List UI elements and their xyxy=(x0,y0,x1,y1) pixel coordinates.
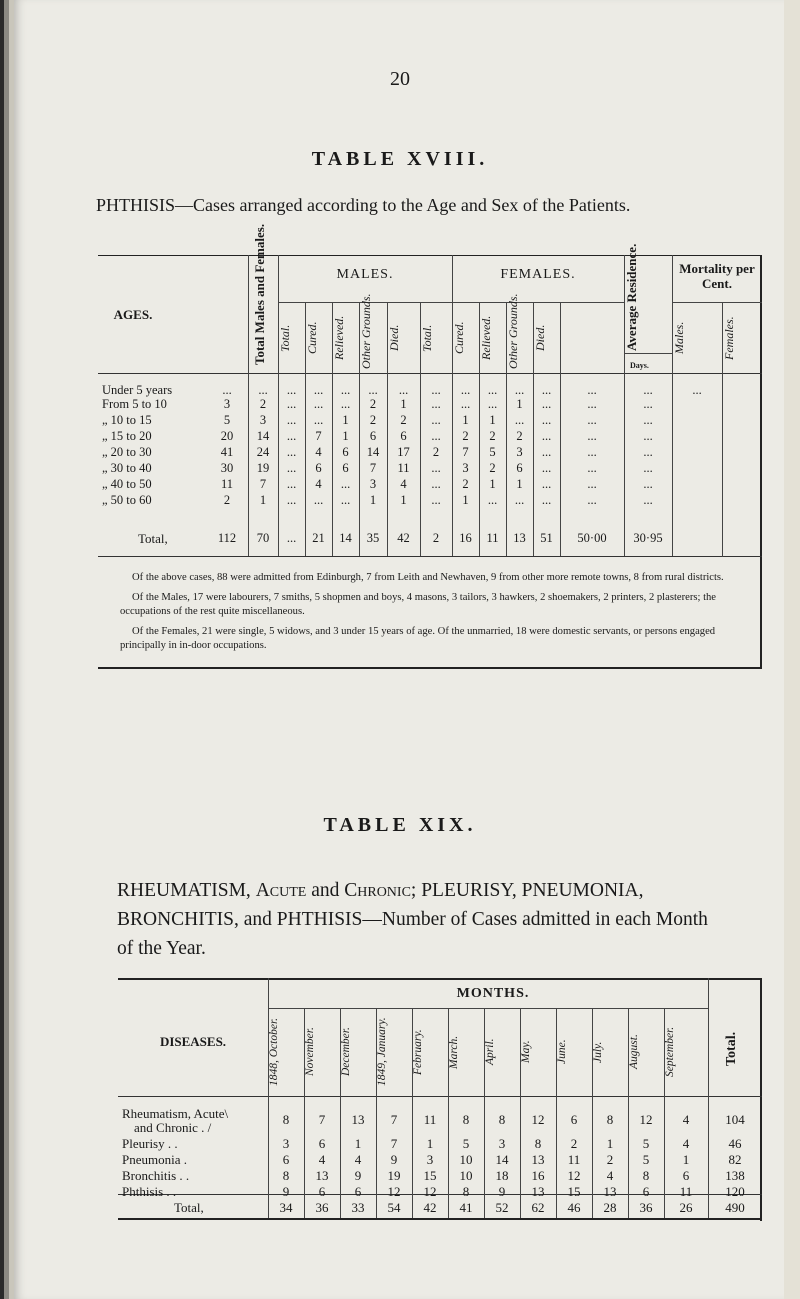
table-cell: ... xyxy=(431,383,441,397)
males-subheader: Total. xyxy=(278,324,292,352)
table-cell: ... xyxy=(258,383,268,397)
table-cell: ... xyxy=(398,383,409,397)
note-origin: Of the above cases, 88 were admitted from Edinburgh, 7 from Leith and Newhaven, 9 from other more remote towns, 8 from rural districts. xyxy=(132,572,724,583)
table-cell: 9 xyxy=(498,1184,506,1199)
table-cell: ... xyxy=(286,413,297,427)
column-rule xyxy=(672,255,673,556)
table-cell: 1 xyxy=(342,429,349,443)
table-cell: 8 xyxy=(498,1112,506,1127)
table-cell: ... xyxy=(587,429,597,443)
table-cell: ... xyxy=(313,413,324,427)
table-cell: 104 xyxy=(725,1112,745,1127)
month-header: July. xyxy=(592,1041,604,1063)
table-cell: 14 xyxy=(256,429,270,443)
table-cell: 6 xyxy=(400,429,407,443)
table-cell: 20 xyxy=(220,429,234,443)
table-cell: ... xyxy=(587,477,597,491)
table-cell: ... xyxy=(514,493,525,507)
females-subheader: Died. xyxy=(533,324,547,352)
total-cell: 30·95 xyxy=(633,531,663,545)
total-cell: 62 xyxy=(531,1200,545,1215)
total-cell: 112 xyxy=(217,531,237,545)
table-cell: ... xyxy=(692,383,702,397)
males-subheader: Relieved. xyxy=(332,315,346,361)
table-cell: 4 xyxy=(400,477,407,491)
table-cell: 5 xyxy=(489,445,496,459)
table-cell: ... xyxy=(587,397,597,411)
table-cell: ... xyxy=(286,383,297,397)
table-cell: 4 xyxy=(315,477,322,491)
table-cell: 13 xyxy=(603,1184,617,1199)
total-cell: 28 xyxy=(603,1200,617,1215)
table-cell: 16 xyxy=(531,1168,545,1183)
table-cell: 7 xyxy=(318,1112,326,1127)
table-cell: 3 xyxy=(498,1136,506,1151)
months-header: MONTHS. xyxy=(456,986,530,1001)
table-cell: 17 xyxy=(397,445,410,459)
table-cell: 1 xyxy=(682,1152,690,1167)
table-cell: 8 xyxy=(282,1168,290,1183)
table-cell: 82 xyxy=(728,1152,742,1167)
table-cell: 7 xyxy=(390,1112,398,1127)
table-cell: 2 xyxy=(462,477,469,491)
table-cell: 13 xyxy=(315,1168,329,1183)
table-18-subtitle: PHTHISIS—Cases arranged according to the Age and Sex of the Patients. xyxy=(96,195,631,215)
table-cell: ... xyxy=(431,429,441,443)
total-cell: 42 xyxy=(423,1200,437,1215)
total-label: Total, xyxy=(174,1200,204,1215)
table-cell: 3 xyxy=(369,477,377,491)
table-cell: 1 xyxy=(259,493,267,507)
age-label: From 5 to 10 xyxy=(102,397,167,411)
table-cell: 1 xyxy=(369,493,377,507)
table-cell: 2 xyxy=(400,413,407,427)
disease-label: Rheumatism, Acute\ xyxy=(122,1106,229,1121)
mortality-group-rule xyxy=(672,302,762,303)
table-cell: ... xyxy=(286,429,297,443)
table-cell: 2 xyxy=(489,461,496,475)
table-cell: 12 xyxy=(423,1184,437,1199)
month-header: November. xyxy=(304,1027,316,1077)
table-cell: ... xyxy=(313,383,324,397)
table-cell: ... xyxy=(541,413,552,427)
table-cell: 11 xyxy=(220,477,234,491)
table-cell: ... xyxy=(340,493,351,507)
table-cell: 5 xyxy=(642,1152,650,1167)
age-label: „ 10 to 15 xyxy=(102,413,152,427)
table-cell: 2 xyxy=(606,1152,614,1167)
table-cell: ... xyxy=(460,383,471,397)
table-cell: ... xyxy=(431,493,441,507)
table-cell: ... xyxy=(286,397,297,411)
table-cell: 1 xyxy=(400,397,407,411)
month-header: February. xyxy=(412,1029,424,1075)
females-header: FEMALES. xyxy=(500,267,576,282)
table-cell: ... xyxy=(587,383,597,397)
table-18-title: TABLE XVIII. xyxy=(311,148,489,170)
table-cell: 1 xyxy=(462,413,469,427)
table-cell: ... xyxy=(587,413,597,427)
table-cell: 7 xyxy=(462,445,469,459)
mortality-females-header: Females. xyxy=(722,316,736,360)
table-cell: 8 xyxy=(282,1112,290,1127)
table-cell: 138 xyxy=(725,1168,745,1183)
table-cell: ... xyxy=(313,397,324,411)
mortality-males-header: Males. xyxy=(672,321,686,355)
table-cell: ... xyxy=(541,493,552,507)
table-cell: 14 xyxy=(366,445,380,459)
month-header: March. xyxy=(448,1035,460,1069)
disease-label: Pleurisy . . xyxy=(122,1136,178,1151)
months-rule xyxy=(268,1008,708,1009)
table-19-subtitle: RHEUMATISM, Acute and Chronic; PLEURISY, PNEUMONIA, BRONCHITIS, and PHTHISIS—Number of Cases admitted in each Month of the Year. xyxy=(117,880,708,959)
males-subheader: Other Grounds. xyxy=(359,293,373,369)
table-18 xyxy=(98,223,762,669)
page-number: 20 xyxy=(390,68,410,90)
table-cell: 9 xyxy=(354,1168,362,1183)
table-cell: 9 xyxy=(282,1184,290,1199)
table-cell: 19 xyxy=(256,461,270,475)
table-cell: ... xyxy=(431,461,441,475)
mortality-header: Mortality per Cent. xyxy=(679,261,755,291)
total-cell: 70 xyxy=(256,531,270,545)
table-cell: 6 xyxy=(315,461,322,475)
total-cell: 35 xyxy=(366,531,380,545)
table-cell: ... xyxy=(541,445,552,459)
total-cell: 51 xyxy=(540,531,553,545)
age-label: Under 5 years xyxy=(102,383,173,397)
total-label: Total, xyxy=(138,531,168,546)
table-cell: 6 xyxy=(318,1136,326,1151)
males-subheader: Cured. xyxy=(305,321,319,355)
table-cell: ... xyxy=(340,477,351,491)
table-cell: 4 xyxy=(315,445,322,459)
table-cell: 15 xyxy=(423,1168,437,1183)
total-cell: 52 xyxy=(495,1200,509,1215)
table-cell: ... xyxy=(643,477,653,491)
month-header: 1848, October. xyxy=(268,1017,280,1087)
table-cell: 19 xyxy=(387,1168,401,1183)
total-cell: 11 xyxy=(486,531,499,545)
table-cell: ... xyxy=(643,429,653,443)
total-cell: 2 xyxy=(432,531,440,545)
table-cell: 9 xyxy=(390,1152,398,1167)
table-cell: ... xyxy=(643,397,653,411)
table-cell: ... xyxy=(286,477,297,491)
table-cell: 5 xyxy=(223,413,231,427)
table-cell: 6 xyxy=(342,461,349,475)
table-cell: 1 xyxy=(516,397,523,411)
table-cell: ... xyxy=(286,493,297,507)
table-cell: 8 xyxy=(462,1184,470,1199)
table-cell: 6 xyxy=(570,1112,578,1127)
table-cell: ... xyxy=(514,383,525,397)
table-cell: ... xyxy=(487,383,498,397)
disease-label: Pneumonia . xyxy=(122,1152,187,1167)
table-cell: 120 xyxy=(725,1184,745,1199)
table-cell: 11 xyxy=(679,1184,693,1199)
table-cell: 4 xyxy=(354,1152,362,1167)
table-cell: 10 xyxy=(459,1152,473,1167)
table-cell: 6 xyxy=(354,1184,362,1199)
table-cell: 1 xyxy=(400,493,407,507)
table-cell: ... xyxy=(643,493,653,507)
age-label: „ 40 to 50 xyxy=(102,477,152,491)
total-cell: 34 xyxy=(279,1200,293,1215)
table-cell: 15 xyxy=(567,1184,581,1199)
table-cell: ... xyxy=(487,493,498,507)
table-cell: 2 xyxy=(432,445,440,459)
table-cell: 6 xyxy=(642,1184,650,1199)
table-cell: 6 xyxy=(342,445,349,459)
days-rule xyxy=(624,353,672,354)
total-cell: 46 xyxy=(567,1200,581,1215)
table-cell: ... xyxy=(587,461,597,475)
table-cell: 1 xyxy=(516,477,523,491)
month-header: May. xyxy=(520,1040,532,1064)
total-cell: 36 xyxy=(639,1200,653,1215)
total-males-females-header: Total Males and Females. xyxy=(252,223,267,365)
table-cell: ... xyxy=(286,461,297,475)
table-cell: 3 xyxy=(426,1152,434,1167)
table-cell: 10 xyxy=(459,1168,473,1183)
table-cell: ... xyxy=(587,445,597,459)
table-cell: 4 xyxy=(682,1136,690,1151)
table-cell: 12 xyxy=(387,1184,401,1199)
total-cell: 16 xyxy=(459,531,472,545)
table-19 xyxy=(118,978,762,1221)
table-cell: 6 xyxy=(318,1184,326,1199)
table-cell: 6 xyxy=(369,429,377,443)
table-cell: 2 xyxy=(462,429,469,443)
table-cell: ... xyxy=(340,383,351,397)
total-cell: 42 xyxy=(397,531,410,545)
table-cell: 11 xyxy=(567,1152,581,1167)
table-cell: ... xyxy=(587,493,597,507)
table-cell: 12 xyxy=(639,1112,653,1127)
table-cell: 3 xyxy=(282,1136,290,1151)
table-cell: 11 xyxy=(397,461,410,475)
table-cell: 12 xyxy=(567,1168,581,1183)
table-cell: 1 xyxy=(342,413,349,427)
days-unit: Days. xyxy=(630,361,649,370)
table-cell: 1 xyxy=(354,1136,362,1151)
total-header: Total. xyxy=(724,1031,739,1067)
table-cell: 5 xyxy=(642,1136,650,1151)
table-18-notes xyxy=(120,571,750,659)
age-label: „ 15 to 20 xyxy=(102,429,152,443)
note-males: Of the Males, 17 were labourers, 7 smiths, 5 shopmen and boys, 4 masons, 3 tailors, 3 hawkers, 2 shoemakers, 2 printers, 2 plasterers; the occupations of the rest quite miscellaneous. xyxy=(120,592,717,617)
table-cell: 30 xyxy=(220,461,234,475)
table-cell: 2 xyxy=(369,413,377,427)
females-subheader: Other Grounds. xyxy=(506,293,520,369)
table-cell: 2 xyxy=(223,493,231,507)
table-cell: ... xyxy=(431,397,441,411)
total-cell: ... xyxy=(286,531,297,545)
table-cell: 2 xyxy=(489,429,496,443)
males-header: MALES. xyxy=(336,267,394,282)
table-cell: ... xyxy=(340,397,351,411)
average-residence-header: Average Residence. xyxy=(624,243,639,351)
females-subheader: Relieved. xyxy=(479,315,493,361)
table-cell: 13 xyxy=(351,1112,365,1127)
table-cell: ... xyxy=(541,461,552,475)
table-cell: 11 xyxy=(423,1112,437,1127)
table-cell: ... xyxy=(460,397,471,411)
table-cell: 41 xyxy=(220,445,234,459)
table-cell: 4 xyxy=(318,1152,326,1167)
total-cell: 490 xyxy=(725,1200,745,1215)
table-cell: 14 xyxy=(495,1152,509,1167)
table-cell: 46 xyxy=(728,1136,742,1151)
males-subheader: Died. xyxy=(387,324,401,352)
table-cell: 8 xyxy=(642,1168,650,1183)
table-cell: 3 xyxy=(259,413,267,427)
table-cell: 1 xyxy=(489,477,496,491)
table-cell: ... xyxy=(222,383,232,397)
disease-label: Phthisis . . xyxy=(122,1184,177,1199)
month-header: December. xyxy=(340,1027,352,1077)
total-cell: 33 xyxy=(351,1200,365,1215)
month-header: April. xyxy=(484,1038,496,1066)
total-cell: 21 xyxy=(312,531,325,545)
table-cell: 24 xyxy=(256,445,270,459)
table-cell: 2 xyxy=(570,1136,578,1151)
table-cell: 13 xyxy=(531,1184,545,1199)
table-cell: ... xyxy=(541,477,552,491)
table-cell: ... xyxy=(431,477,441,491)
month-header: August. xyxy=(628,1034,640,1070)
total-cell: 36 xyxy=(315,1200,329,1215)
females-subheader: Cured. xyxy=(452,321,466,355)
table-cell: ... xyxy=(541,397,552,411)
table-cell: 7 xyxy=(259,477,267,491)
table-cell: 1 xyxy=(606,1136,614,1151)
table-19-title: TABLE XIX. xyxy=(323,814,477,836)
table-cell: ... xyxy=(431,413,441,427)
table-cell: 6 xyxy=(282,1152,290,1167)
table-cell: 13 xyxy=(531,1152,545,1167)
table-cell: ... xyxy=(514,413,525,427)
month-header: June. xyxy=(556,1039,568,1065)
table-cell: ... xyxy=(643,461,653,475)
total-cell: 41 xyxy=(459,1200,473,1215)
table-cell: ... xyxy=(368,383,378,397)
table-cell: 1 xyxy=(489,413,496,427)
note-females: Of the Females, 21 were single, 5 widows, and 3 under 15 years of age. Of the unmarried, 18 were domestic servants, or persons engaged principally in in-door occupations. xyxy=(120,626,716,651)
table-cell: 7 xyxy=(369,461,377,475)
females-subheader: Total. xyxy=(420,324,434,352)
total-cell: 54 xyxy=(387,1200,401,1215)
diseases-header: DISEASES. xyxy=(159,1034,227,1049)
table-cell: 7 xyxy=(315,429,322,443)
table-cell: ... xyxy=(643,383,653,397)
table-cell: 18 xyxy=(495,1168,509,1183)
table-cell: 3 xyxy=(223,397,231,411)
table-cell: 12 xyxy=(531,1112,545,1127)
table-cell: 1 xyxy=(462,493,469,507)
table-cell: 3 xyxy=(516,445,523,459)
table-cell: 6 xyxy=(516,461,523,475)
table-cell: ... xyxy=(643,445,653,459)
table-cell: ... xyxy=(487,397,498,411)
total-cell: 50·00 xyxy=(577,531,607,545)
total-cell: 26 xyxy=(679,1200,693,1215)
table-cell: 2 xyxy=(259,397,267,411)
table-cell: ... xyxy=(286,445,297,459)
table-cell: 1 xyxy=(426,1136,434,1151)
table-cell: 2 xyxy=(516,429,523,443)
table-cell: 2 xyxy=(369,397,377,411)
disease-label: Bronchitis . . xyxy=(122,1168,190,1183)
table-cell: 8 xyxy=(462,1112,470,1127)
table-cell: 6 xyxy=(682,1168,690,1183)
table-cell: 7 xyxy=(390,1136,398,1151)
month-header: 1849, January. xyxy=(376,1017,388,1087)
age-label: „ 50 to 60 xyxy=(102,493,152,507)
total-cell: 13 xyxy=(513,531,526,545)
table-cell: 4 xyxy=(682,1112,690,1127)
table-cell: 8 xyxy=(606,1112,614,1127)
book-binding-edge xyxy=(0,0,14,1299)
females-group-rule xyxy=(452,302,624,303)
disease-label: and Chronic . / xyxy=(134,1120,212,1135)
table-cell: 8 xyxy=(534,1136,542,1151)
table-cell: ... xyxy=(643,413,653,427)
table-cell: ... xyxy=(541,383,552,397)
table-cell: ... xyxy=(541,429,552,443)
table-cell: 3 xyxy=(462,461,469,475)
age-label: „ 20 to 30 xyxy=(102,445,152,459)
total-cell: 14 xyxy=(339,531,352,545)
table-cell: 5 xyxy=(462,1136,470,1151)
table-cell: 4 xyxy=(606,1168,614,1183)
ages-header: AGES. xyxy=(113,307,153,322)
table-cell: ... xyxy=(313,493,324,507)
month-header: September. xyxy=(664,1026,676,1078)
age-label: „ 30 to 40 xyxy=(102,461,152,475)
